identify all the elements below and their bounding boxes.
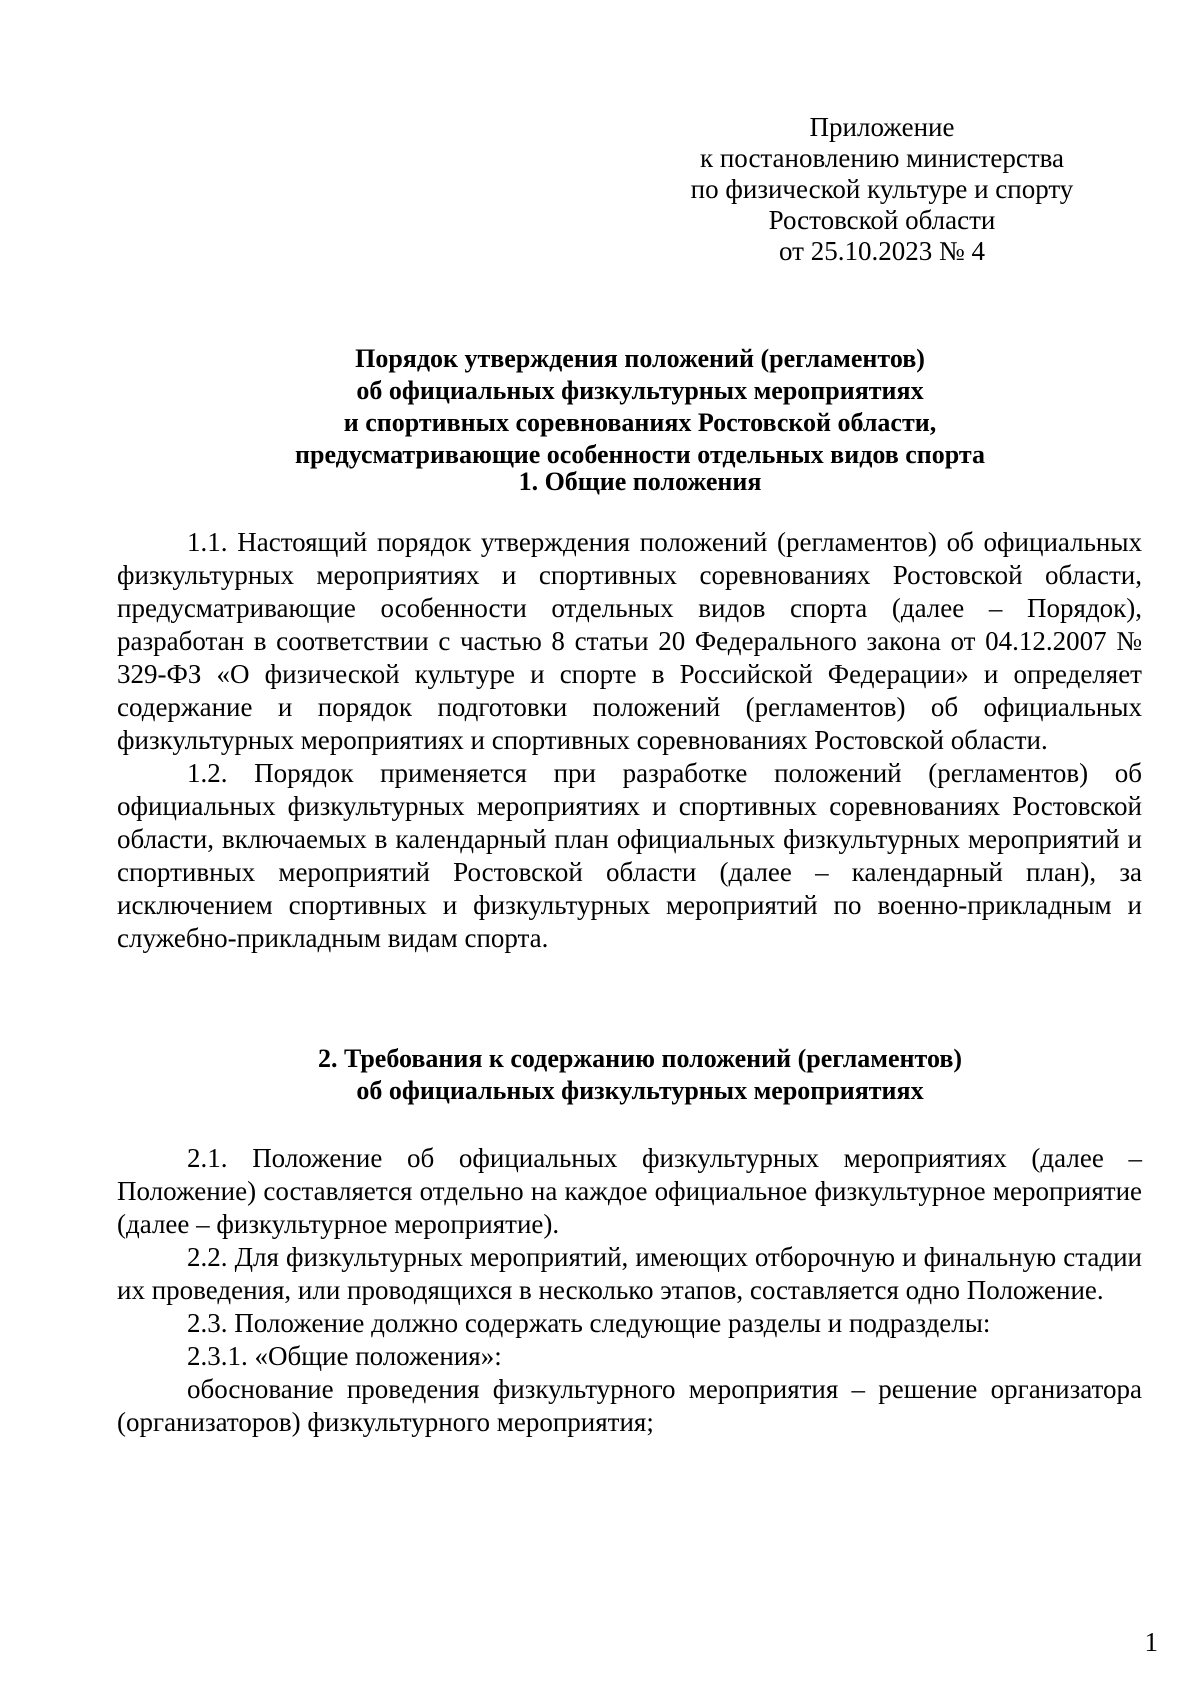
title-line: и спортивных соревнованиях Ростовской области, xyxy=(343,408,937,437)
paragraph-2-1: 2.1. Положение об официальных физкультурных мероприятиях (далее – Положение) составляется отдельно на каждое официальное физкультурное мероприятие (далее – физкультурное мероприятие). xyxy=(117,1143,1142,1239)
approval-line: от 25.10.2023 № 4 xyxy=(779,236,985,266)
approval-line: Ростовской области xyxy=(768,205,996,235)
section-2-body xyxy=(117,1142,1142,1439)
paragraph-2-3-1-item: обоснование проведения физкультурного мероприятия – решение организатора (организаторов) физкультурного мероприятия; xyxy=(117,1374,1142,1437)
section-1-body xyxy=(117,526,1142,955)
paragraph-1-1: 1.1. Настоящий порядок утверждения положений (регламентов) об официальных физкультурных мероприятиях и спортивных соревнованиях Ростовской области, предусматривающие особенности отдельных видов спорта (далее – Порядок), разработан в соответствии с частью 8 статьи 20 Федерального закона от 04.12.2007 № 329-ФЗ «О физической культуре и спорте в Российской Федерации» и определяет содержание и порядок подготовки положений (регламентов) об официальных физкультурных мероприятиях и спортивных соревнованиях Ростовской области. xyxy=(117,527,1142,755)
approval-line: Приложение xyxy=(809,112,955,142)
page-number: 1 xyxy=(1144,1627,1158,1657)
title-line: об официальных физкультурных мероприятиях xyxy=(356,376,924,405)
title-line: предусматривающие особенности отдельных видов спорта xyxy=(295,440,985,469)
approval-stamp-block xyxy=(682,112,1082,267)
section-2-heading xyxy=(120,1043,1160,1107)
document-title xyxy=(120,343,1160,471)
paragraph-2-3: 2.3. Положение должно содержать следующие разделы и подразделы: xyxy=(187,1308,991,1338)
section-2-heading-line: об официальных физкультурных мероприятиях xyxy=(356,1076,924,1105)
section-1-heading: 1. Общие положения xyxy=(518,467,762,496)
section-2-heading-line: 2. Требования к содержанию положений (регламентов) xyxy=(317,1044,963,1073)
paragraph-1-2: 1.2. Порядок применяется при разработке положений (регламентов) об официальных физкультурных мероприятиях и спортивных соревнованиях Ростовской области, включаемых в календарный план официальных физкультурных мероприятий и спортивных мероприятий Ростовской области (далее – календарный план), за исключением спортивных и физкультурных мероприятий по военно-прикладным и служебно-прикладным видам спорта. xyxy=(117,758,1142,953)
approval-line: по физической культуре и спорту xyxy=(690,174,1074,204)
paragraph-2-2: 2.2. Для физкультурных мероприятий, имеющих отборочную и финальную стадии их проведения, или проводящихся в несколько этапов, составляется одно Положение. xyxy=(117,1242,1142,1305)
paragraph-2-3-1: 2.3.1. «Общие положения»: xyxy=(187,1341,502,1371)
title-line: Порядок утверждения положений (регламентов) xyxy=(355,344,925,373)
approval-line: к постановлению министерства xyxy=(699,143,1065,173)
